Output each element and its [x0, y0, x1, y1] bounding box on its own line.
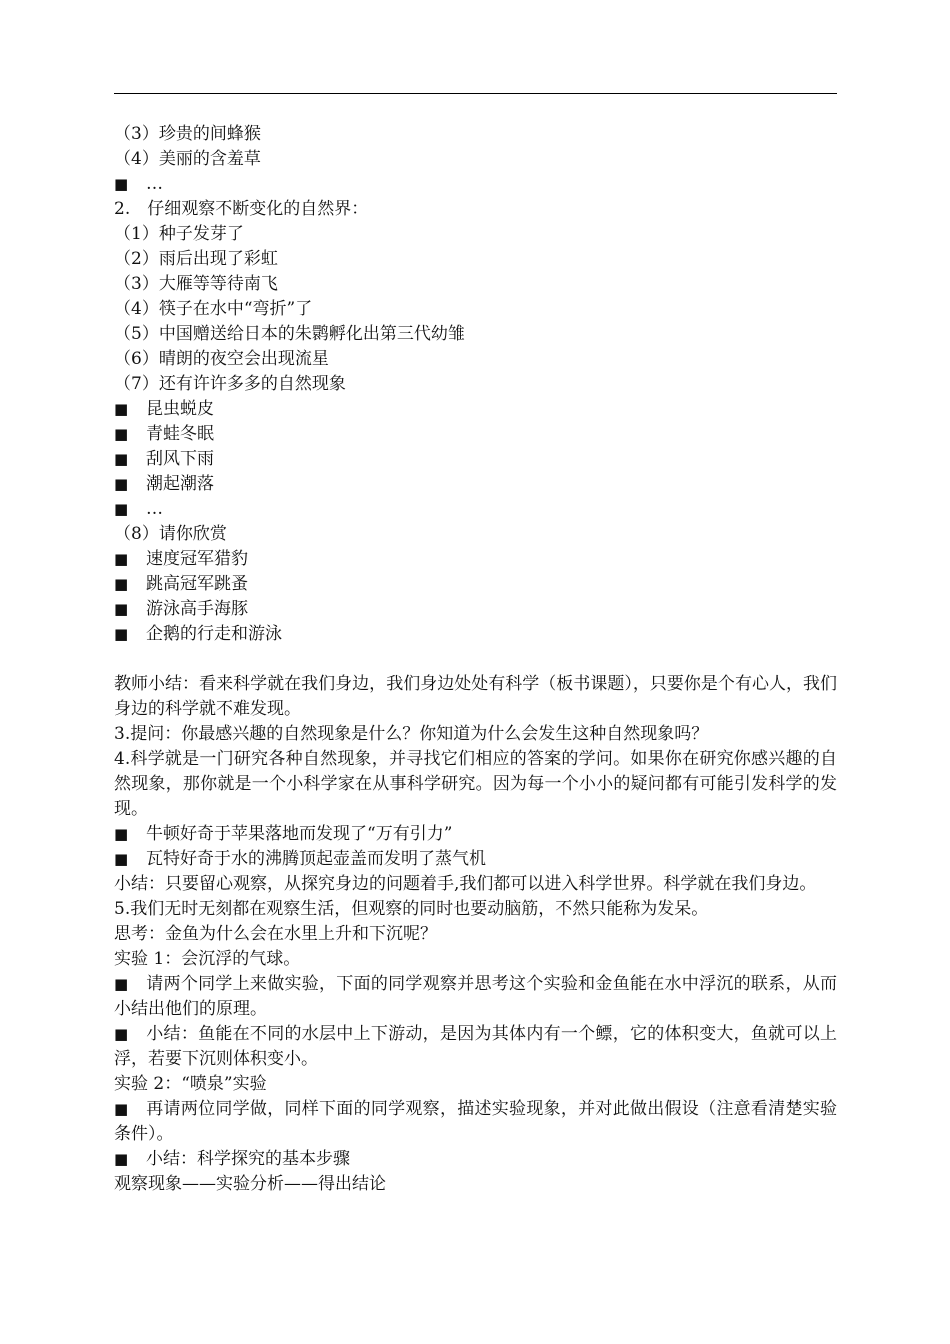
blank-line [114, 647, 837, 672]
bullet-item [114, 397, 837, 422]
bullet-square-icon: ■ [114, 400, 129, 418]
text-line: 观察现象——实验分析——得出结论 [114, 1174, 386, 1194]
text-line: （1）种子发芽了 [114, 224, 244, 244]
bullet-square-icon: ■ [114, 850, 129, 868]
text-line: 思考：金鱼为什么会在水里上升和下沉呢？ [114, 924, 437, 944]
bullet-square-icon: ■ [114, 1025, 129, 1043]
bullet-item [114, 572, 837, 597]
text-line: 5.我们无时无刻都在观察生活，但观察的同时也要动脑筋，不然只能称为发呆。 [114, 899, 709, 919]
bullet-item [114, 1147, 837, 1172]
bullet-square-icon: ■ [114, 1150, 129, 1168]
text-line: （5）中国赠送给日本的朱鹮孵化出第三代幼雏 [114, 324, 465, 344]
bullet-square-icon: ■ [114, 825, 129, 843]
bullet-text: … [146, 499, 163, 519]
bullet-item [114, 1097, 837, 1147]
bullet-square-icon: ■ [114, 600, 129, 618]
text-line: （6）晴朗的夜空会出现流星 [114, 349, 329, 369]
bullet-item [114, 622, 837, 647]
bullet-square-icon: ■ [114, 475, 129, 493]
text-line: （3）珍贵的间蜂猴 [114, 124, 261, 144]
text-line: （7）还有许许多多的自然现象 [114, 374, 346, 394]
experiment-heading: 实验 2：“喷泉”实验 [114, 1074, 267, 1094]
text-line: （3）大雁等等待南飞 [114, 274, 278, 294]
bullet-text: 昆虫蜕皮 [146, 399, 214, 419]
bullet-text: 潮起潮落 [146, 474, 214, 494]
bullet-text: 牛顿好奇于苹果落地而发现了“万有引力” [146, 824, 453, 844]
bullet-item [114, 597, 837, 622]
bullet-item [114, 472, 837, 497]
bullet-text: … [146, 174, 163, 194]
text-line: （2）雨后出现了彩虹 [114, 249, 278, 269]
bullet-item [114, 547, 837, 572]
bullet-item [114, 1022, 837, 1072]
bullet-item [114, 172, 837, 197]
bullet-square-icon: ■ [114, 575, 129, 593]
bullet-square-icon: ■ [114, 500, 129, 518]
document-body [114, 122, 837, 1197]
text-line: （4）筷子在水中“弯折”了 [114, 299, 313, 319]
text-line: （4）美丽的含羞草 [114, 149, 261, 169]
bullet-square-icon: ■ [114, 450, 129, 468]
bullet-text: 小结：鱼能在不同的水层中上下游动，是因为其体内有一个鳔，它的体积变大，鱼就可以上浮，若要下沉则体积变小。 [114, 1024, 837, 1069]
experiment-heading: 实验 1：会沉浮的气球。 [114, 949, 301, 969]
science-definition-paragraph: 4.科学就是一门研究各种自然现象，并寻找它们相应的答案的学问。如果你在研究你感兴趣的自然现象，那你就是一个小科学家在从事科学研究。因为每一个小小的疑问都有可能引发科学的发现。 [114, 749, 837, 819]
bullet-square-icon: ■ [114, 1100, 129, 1118]
bullet-square-icon: ■ [114, 175, 129, 193]
question-paragraph: 3.提问：你最感兴趣的自然现象是什么？你知道为什么会发生这种自然现象吗？ [114, 724, 709, 744]
bullet-item [114, 447, 837, 472]
bullet-text: 再请两位同学做，同样下面的同学观察，描述实验现象，并对此做出假设（注意看清楚实验条件）。 [114, 1099, 837, 1144]
bullet-item [114, 822, 837, 847]
bullet-text: 小结：科学探究的基本步骤 [146, 1149, 350, 1169]
bullet-item [114, 497, 837, 522]
bullet-square-icon: ■ [114, 625, 129, 643]
bullet-text: 跳高冠军跳蚤 [146, 574, 248, 594]
bullet-square-icon: ■ [114, 550, 129, 568]
bullet-item [114, 972, 837, 1022]
bullet-square-icon: ■ [114, 975, 129, 993]
bullet-text: 瓦特好奇于水的沸腾顶起壶盖而发明了蒸气机 [146, 849, 486, 869]
teacher-summary-paragraph: 教师小结：看来科学就在我们身边，我们身边处处有科学（板书课题），只要你是个有心人，我们身边的科学就不难发现。 [114, 674, 837, 719]
bullet-square-icon: ■ [114, 425, 129, 443]
bullet-text: 青蛙冬眠 [146, 424, 214, 444]
header-rule [114, 93, 837, 94]
section-heading: 2. 仔细观察不断变化的自然界： [114, 199, 369, 219]
bullet-item [114, 422, 837, 447]
text-line: （8）请你欣赏 [114, 524, 227, 544]
summary-paragraph: 小结：只要留心观察，从探究身边的问题着手,我们都可以进入科学世界。科学就在我们身边。 [114, 874, 817, 894]
bullet-text: 游泳高手海豚 [146, 599, 248, 619]
bullet-text: 企鹅的行走和游泳 [146, 624, 282, 644]
bullet-text: 速度冠军猎豹 [146, 549, 248, 569]
bullet-text: 请两个同学上来做实验，下面的同学观察并思考这个实验和金鱼能在水中浮沉的联系，从而小结出他们的原理。 [114, 974, 837, 1019]
bullet-item [114, 847, 837, 872]
bullet-text: 刮风下雨 [146, 449, 214, 469]
